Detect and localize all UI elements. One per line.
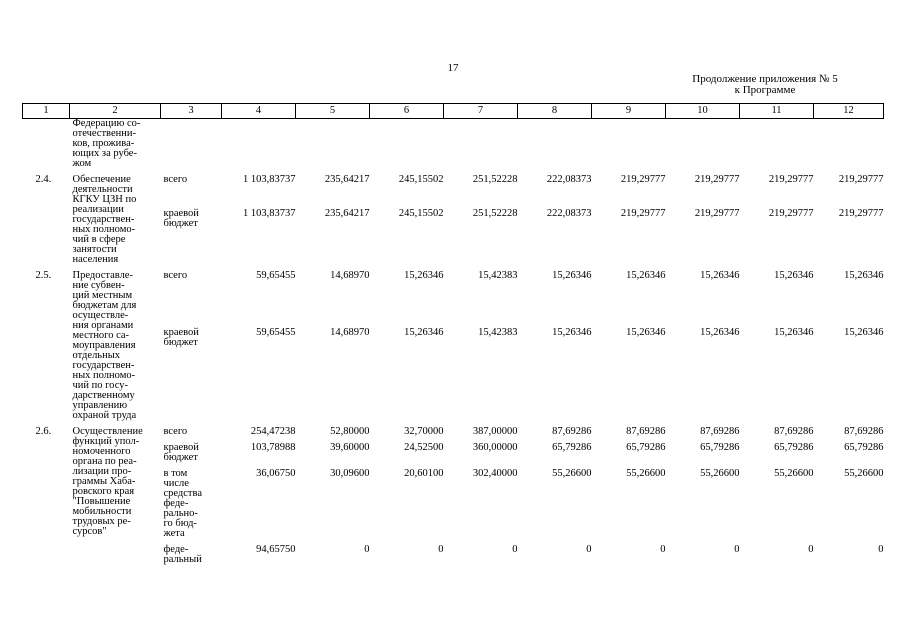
amount-cell: 94,65750	[256, 544, 296, 555]
amount-cell: 0	[586, 544, 592, 555]
amount-cell: 32,70000	[404, 426, 444, 437]
amount-cell: 219,29777	[694, 174, 740, 185]
appendix-note-line2: к Программе	[734, 84, 796, 96]
amount-cell: 1 103,83737	[243, 208, 296, 220]
table-row	[23, 175, 884, 209]
measure-name: Обеспечение деятельности КГКУ ЦЗН по реализации государствен- ных полномо- чий в сфере занятости населения	[72, 174, 137, 265]
amount-cell: 55,26600	[700, 468, 740, 479]
funding-source: краевой бюджет	[163, 327, 199, 349]
amount-cell: 245,15502	[398, 174, 444, 185]
amount-cell: 65,79286	[552, 442, 592, 453]
column-header: 12	[814, 104, 884, 119]
column-number-header	[23, 104, 884, 119]
measure-number: 2.4.	[35, 174, 52, 185]
measure-name: Осуществление функций упол- номоченного органа по реа- лизации про- граммы Хаба- ровского края "Повышение мобильности трудовых ре- сурсов"	[72, 426, 143, 537]
funding-source: всего	[163, 270, 188, 281]
amount-cell: 15,26346	[700, 270, 740, 281]
amount-cell: 14,68970	[330, 327, 370, 339]
appendix-note-line1: Продолжение приложения № 5	[692, 73, 838, 85]
amount-cell: 15,42383	[478, 270, 518, 281]
amount-cell: 219,29777	[838, 208, 884, 220]
amount-cell: 0	[660, 544, 666, 555]
amount-cell: 0	[734, 544, 740, 555]
amount-cell: 59,65455	[256, 327, 296, 339]
amount-cell: 387,00000	[472, 426, 518, 437]
amount-cell: 87,69286	[552, 426, 592, 437]
appendix-note	[660, 74, 870, 96]
amount-cell: 219,29777	[768, 174, 814, 185]
amount-cell: 251,52228	[472, 174, 518, 185]
table-row	[23, 427, 884, 443]
amount-cell: 15,26346	[552, 327, 592, 339]
amount-cell: 15,26346	[700, 327, 740, 339]
funding-source: краевой бюджет	[163, 208, 199, 230]
amount-cell: 65,79286	[774, 442, 814, 453]
amount-cell: 235,64217	[324, 208, 370, 220]
amount-cell: 15,26346	[626, 270, 666, 281]
funding-source: всего	[163, 426, 188, 437]
measure-name: Предоставле- ние субвен- ций местным бюджетам для осуществле- ния органами местного са- моуправления отдельных государствен- ных полномо- чий по госу- дарственному управлению охраной труда	[72, 270, 137, 421]
amount-cell: 15,42383	[478, 327, 518, 339]
amount-cell: 219,29777	[694, 208, 740, 220]
amount-cell: 222,08373	[546, 174, 592, 185]
amount-cell: 0	[808, 544, 814, 555]
amount-cell: 1 103,83737	[243, 174, 296, 185]
amount-cell: 14,68970	[330, 270, 370, 281]
amount-cell: 55,26600	[552, 468, 592, 479]
column-header: 6	[370, 104, 444, 119]
funding-source: феде- ральный	[163, 544, 202, 565]
amount-cell: 87,69286	[700, 426, 740, 437]
amount-cell: 219,29777	[768, 208, 814, 220]
table-row	[23, 271, 884, 328]
carry-over-text: Федерацию со- отечественни- ков, прожива- ющих за рубе- жом	[72, 118, 141, 169]
amount-cell: 65,79286	[700, 442, 740, 453]
amount-cell: 87,69286	[626, 426, 666, 437]
amount-cell: 15,26346	[404, 327, 444, 339]
amount-cell: 0	[878, 544, 884, 555]
budget-table	[22, 103, 884, 571]
amount-cell: 87,69286	[774, 426, 814, 437]
column-header: 10	[666, 104, 740, 119]
amount-cell: 235,64217	[324, 174, 370, 185]
amount-cell: 245,15502	[398, 208, 444, 220]
amount-cell: 24,52500	[404, 442, 444, 453]
measure-number: 2.5.	[35, 270, 52, 281]
amount-cell: 15,26346	[774, 270, 814, 281]
column-header: 7	[444, 104, 518, 119]
amount-cell: 52,80000	[330, 426, 370, 437]
amount-cell: 251,52228	[472, 208, 518, 220]
amount-cell: 222,08373	[546, 208, 592, 220]
amount-cell: 360,00000	[472, 442, 518, 453]
amount-cell: 20,60100	[404, 468, 444, 479]
amount-cell: 219,29777	[620, 174, 666, 185]
column-header: 4	[222, 104, 296, 119]
amount-cell: 219,29777	[838, 174, 884, 185]
amount-cell: 87,69286	[844, 426, 884, 437]
amount-cell: 0	[512, 544, 518, 555]
amount-cell: 59,65455	[256, 270, 296, 281]
column-header: 2	[70, 104, 161, 119]
amount-cell: 55,26600	[844, 468, 884, 479]
amount-cell: 219,29777	[620, 208, 666, 220]
amount-cell: 103,78988	[250, 442, 296, 453]
amount-cell: 39,60000	[330, 442, 370, 453]
amount-cell: 0	[364, 544, 370, 555]
amount-cell: 15,26346	[404, 270, 444, 281]
funding-source: в том числе средства феде- рально- го бюд- жета	[163, 468, 203, 539]
column-header: 3	[161, 104, 222, 119]
funding-source: краевой бюджет	[163, 442, 199, 463]
amount-cell: 15,26346	[552, 270, 592, 281]
measure-number: 2.6.	[35, 426, 52, 437]
amount-cell: 254,47238	[250, 426, 296, 437]
page-number: 17	[447, 62, 459, 74]
amount-cell: 15,26346	[774, 327, 814, 339]
funding-source: всего	[163, 174, 188, 185]
amount-cell: 65,79286	[844, 442, 884, 453]
column-header: 8	[518, 104, 592, 119]
column-header: 11	[740, 104, 814, 119]
table-body	[23, 119, 884, 572]
amount-cell: 55,26600	[626, 468, 666, 479]
amount-cell: 55,26600	[774, 468, 814, 479]
column-header: 5	[296, 104, 370, 119]
amount-cell: 302,40000	[472, 468, 518, 479]
amount-cell: 15,26346	[626, 327, 666, 339]
column-header: 1	[23, 104, 70, 119]
carry-over-row	[23, 119, 884, 170]
column-header: 9	[592, 104, 666, 119]
amount-cell: 0	[438, 544, 444, 555]
amount-cell: 30,09600	[330, 468, 370, 479]
amount-cell: 65,79286	[626, 442, 666, 453]
amount-cell: 15,26346	[844, 327, 884, 339]
amount-cell: 15,26346	[844, 270, 884, 281]
amount-cell: 36,06750	[256, 468, 296, 479]
